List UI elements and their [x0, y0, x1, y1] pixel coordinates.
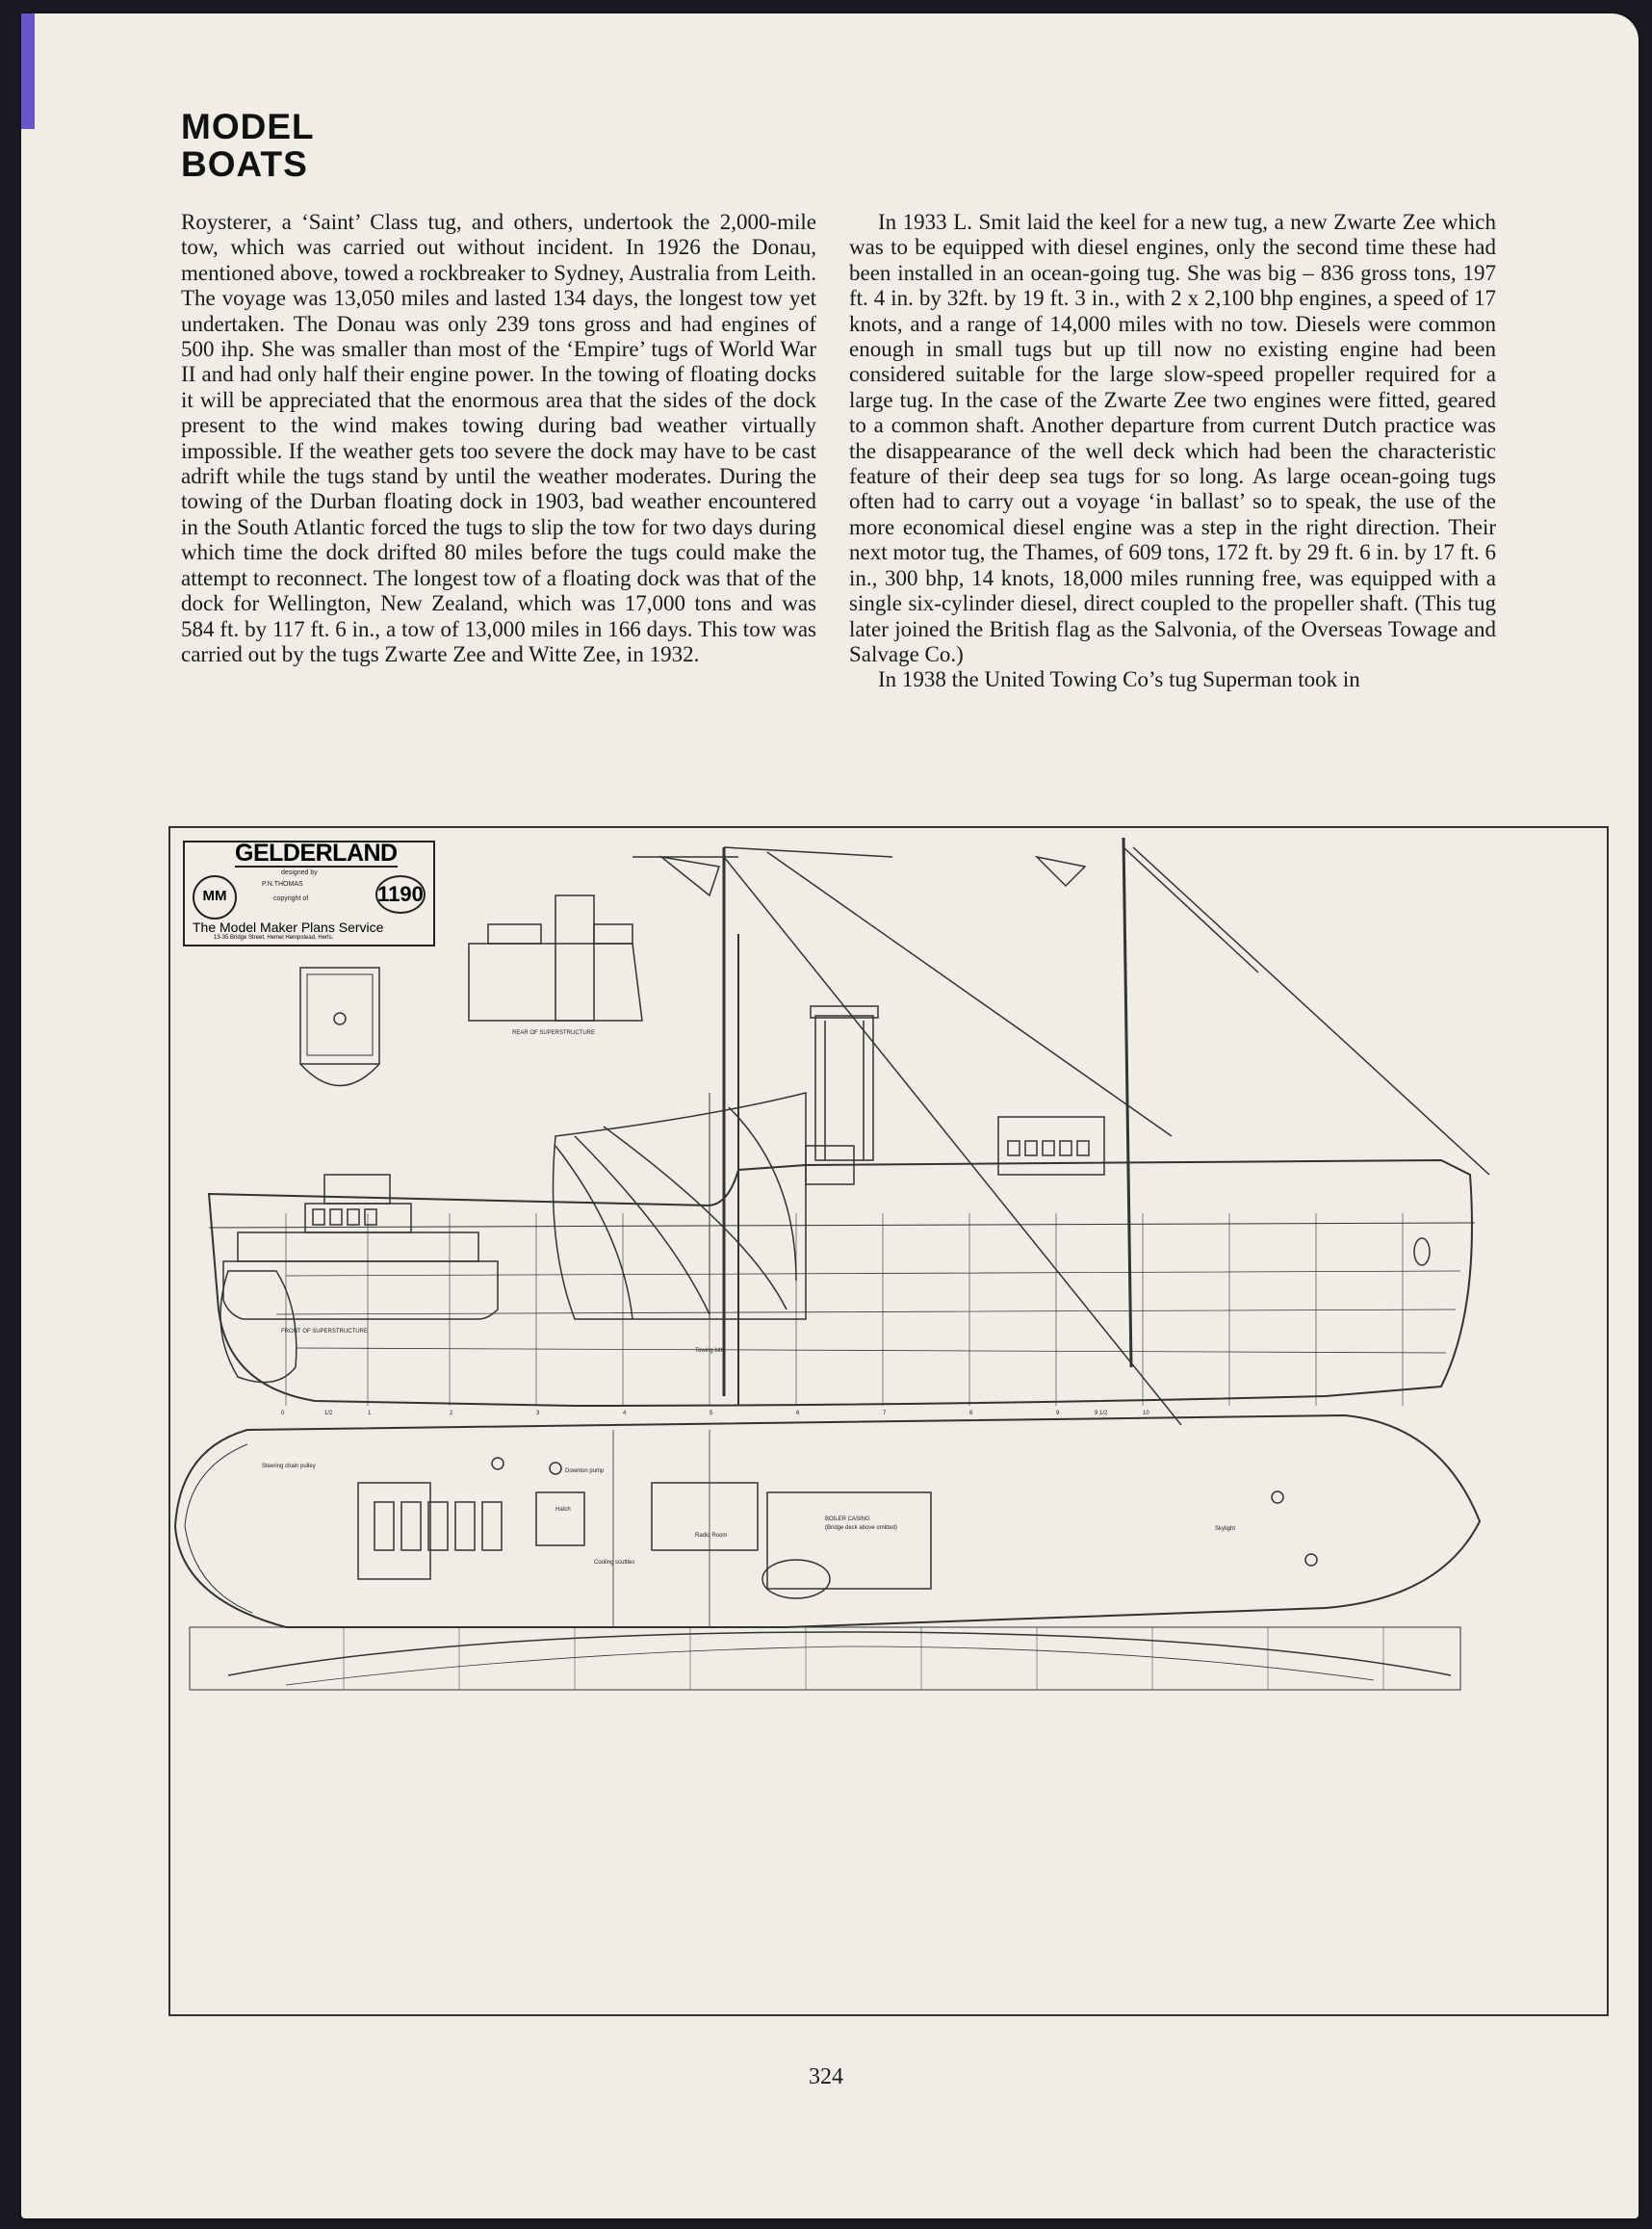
designer-name: P.N.THOMAS	[262, 881, 303, 888]
heading-line-2: BOATS	[181, 144, 308, 184]
station-0: 0	[281, 1411, 285, 1416]
boiler-note-label: (Bridge deck above omitted)	[825, 1525, 898, 1531]
front-wheelhouse	[324, 1175, 390, 1204]
page-number: 324	[809, 2064, 843, 2089]
station-2: 2	[450, 1411, 453, 1416]
hull-profile	[209, 1160, 1472, 1406]
rudder	[220, 1271, 297, 1383]
front-hull-section	[223, 1261, 498, 1319]
plan-title: GELDERLAND	[235, 840, 398, 867]
right-column-paragraph-2: In 1938 the United Towing Co’s tug Superman took in	[878, 667, 1360, 692]
designed-by-label: designed by	[281, 869, 318, 876]
steering-gear-label: Steering chain pulley	[262, 1464, 316, 1469]
plan-line-art	[170, 828, 1607, 2014]
body-plan-frames	[554, 1093, 807, 1319]
station-half: 1/2	[324, 1411, 333, 1416]
heading-line-1: MODEL	[181, 107, 315, 146]
boiler-casing-plan	[652, 1483, 758, 1550]
towing-bitts-label: Towing bitts	[695, 1348, 726, 1354]
station-9-half: 9 1/2	[1095, 1411, 1108, 1416]
plan-title-block	[183, 841, 435, 946]
downton-pump-label: Downton pump	[565, 1468, 605, 1474]
mm-logo: MM	[193, 875, 237, 920]
ship-plan-drawing	[168, 826, 1609, 2016]
article-column-left	[181, 210, 816, 667]
fore-pennant	[661, 857, 719, 895]
station-1: 1	[368, 1411, 372, 1416]
boiler-casing-label: BOILER CASING	[825, 1516, 870, 1522]
station-6: 6	[796, 1411, 800, 1416]
article-column-right	[849, 210, 1496, 693]
rear-superstructure-label: REAR OF SUPERSTRUCTURE	[512, 1030, 596, 1036]
radio-room-label: Radio Room	[695, 1533, 728, 1539]
station-5: 5	[710, 1411, 713, 1416]
funnel	[815, 1016, 873, 1160]
plan-number: 1190	[375, 875, 426, 914]
station-7: 7	[883, 1411, 887, 1416]
copyright-label: copyright of	[273, 895, 309, 902]
station-9: 9	[1056, 1411, 1060, 1416]
station-10: 10	[1143, 1411, 1149, 1416]
section-heading	[181, 108, 315, 183]
station-8: 8	[969, 1411, 973, 1416]
plans-service-name: The Model Maker Plans Service	[193, 920, 384, 935]
station-4: 4	[623, 1411, 627, 1416]
main-pennant	[1037, 857, 1085, 886]
roof-plan-outline	[300, 968, 379, 1064]
cooling-scuttles-label: Cooling scuttles	[594, 1560, 635, 1566]
hatch-label: Hatch	[555, 1507, 571, 1513]
plans-service-address: 13-35 Bridge Street, Hemel Hempstead, Herts.	[214, 935, 334, 941]
page-edge-shadow	[21, 13, 35, 129]
station-3: 3	[536, 1411, 540, 1416]
left-column-text: Roysterer, a ‘Saint’ Class tug, and others, undertook the 2,000-mile tow, which was carried out without incident. In 1926 the Donau, mentioned above, towed a rockbreaker to Sydney, Australia from Leith. The voyage was 13,050 miles and lasted 134 days, the longest tow yet undertaken. The Donau was only 239 tons gross and had engines of 500 ihp. She was smaller than most of the ‘Empire’ tugs of World War II and had only half their engine power. In the towing of floating docks it will be appreciated that the enormous area that the sides of the dock present to the wind makes towing during bad weather virtually impossible. If the weather gets too severe the dock may have to be cast adrift while the tugs stand by until the weather moderates. During the towing of the Durban floating dock in 1903, bad weather encountered in the South Atlantic forced the tugs to slip the tow for two days during which time the dock drifted 80 miles before the tugs could make the attempt to reconnect. The longest tow of a floating dock was that of the dock for Wellington, New Zealand, which was 17,000 tons and was 584 ft. by 117 ft. 6 in., a tow of 13,000 miles in 166 days. This tow was carried out by the tugs Zwarte Zee and Witte Zee, in 1932.	[181, 210, 816, 666]
lifeboat	[762, 1560, 830, 1598]
right-column-paragraph-1: In 1933 L. Smit laid the keel for a new tug, a new Zwarte Zee which was to be equipped with diesel engines, only the second time these had been installed in an ocean-going tug. She was big – 836 gross tons, 197 ft. 4 in. by 32ft. by 19 ft. 3 in., with 2 x 2,100 bhp engines, a speed of 17 knots, and a range of 14,000 miles with no tow. Diesels were common enough in small tugs but up till now no existing engine had been considered suitable for the large slow-speed propeller required for a large tug. In the case of the Zwarte Zee two engines were fitted, geared to a common shaft. Another departure from current Dutch practice was the disappearance of the well deck which had been the characteristic feature of their deep sea tugs for so long. As large ocean-going tugs often had to carry out a voyage ‘in ballast’ so to speak, the use of the more economical diesel engine was a step in the right direction. Their next motor tug, the Thames, of 609 tons, 172 ft. by 29 ft. 6 in. by 17 ft. 6 in., 300 bhp, 14 knots, 18,000 miles running free, was equipped with a single six-cylinder diesel, direct coupled to the propeller shaft. (This tug later joined the British flag as the Salvonia, of the Overseas Towage and Salvage Co.)	[849, 210, 1496, 666]
front-superstructure-label: FRONT OF SUPERSTRUCTURE	[281, 1329, 368, 1335]
skylight-label: Skylight	[1215, 1526, 1236, 1532]
